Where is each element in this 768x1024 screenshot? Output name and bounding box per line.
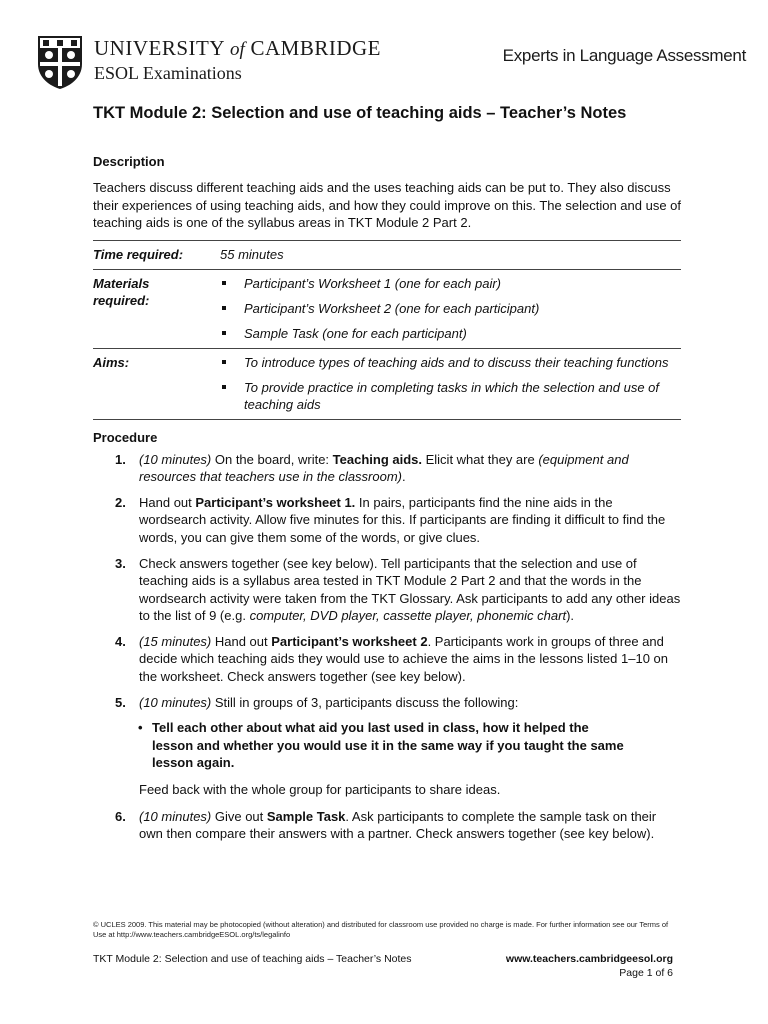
header-tagline: Experts in Language Assessment — [502, 46, 746, 65]
materials-item: Participant’s Worksheet 2 (one for each participant) — [220, 300, 681, 317]
page-title: TKT Module 2: Selection and use of teaching aids – Teacher’s Notes — [93, 104, 627, 122]
discussion-bullet: • Tell each other about what aid you last used in class, how it helped the lesson and whether you would use it in the same way if you taught the same lesson again. — [139, 719, 683, 771]
time-value: 55 minutes — [220, 246, 284, 262]
feedback-note: Feed back with the whole group for participants to share ideas. — [139, 782, 501, 798]
aims-row — [93, 348, 681, 419]
aims-item: To provide practice in completing tasks in which the selection and use of teaching aids — [220, 379, 681, 413]
materials-item: Sample Task (one for each participant) — [220, 325, 681, 342]
procedure-step-1: 1. (10 minutes) On the board, write: Teaching aids. Elicit what they are (equipment and resources that teachers use in the classroom). — [115, 451, 629, 484]
description-heading: Description — [93, 154, 165, 169]
procedure-step-6: 6. (10 minutes) Give out Sample Task. Ask participants to complete the sample task on their own then compare their answers with a partner. Check answers together (see key below). — [115, 808, 657, 841]
time-label: Time required: — [93, 246, 184, 262]
footer-document-title: TKT Module 2: Selection and use of teaching aids – Teacher’s Notes — [93, 953, 412, 965]
footer-website-link[interactable]: www.teachers.cambridgeesol.org — [505, 953, 673, 965]
cambridge-crest-icon — [36, 34, 84, 90]
university-name: UNIVERSITY of CAMBRIDGE — [94, 36, 382, 60]
time-row — [93, 240, 681, 269]
procedure-step-5: 5. (10 minutes) Still in groups of 3, participants discuss the following: • Tell each other about what aid you last used in class, how it helped the lesson and whether you would use it in the same way if you taught the same lesson again. Feed back with the whole group for participants to share ideas. — [93, 694, 683, 798]
info-table — [93, 240, 681, 420]
materials-label: Materials required: — [93, 275, 150, 308]
aims-label: Aims: — [93, 354, 130, 370]
copyright-notice: © UCLES 2009. This material may be photocopied (without alteration) and distributed for classroom use provided no charge is made. For further information see our Terms of Use at http://www.teachers.cambridgeESOL.org/ts/legalinfo — [93, 920, 669, 939]
materials-item: Participant’s Worksheet 1 (one for each pair) — [220, 275, 681, 292]
description-text: Teachers discuss different teaching aids and the uses teaching aids can be put to. They also discuss their experiences of using teaching aids, and how they could improve on this. The selection and use of teaching aids is one of the syllabus areas in TKT Module 2 Part 2. — [93, 180, 682, 230]
esol-examinations: ESOL Examinations — [94, 63, 242, 83]
procedure-step-4: 4. (15 minutes) Hand out Participant’s worksheet 2. Participants work in groups of three and decide which teaching aids they would use to achieve the aims in the lessons listed 1–10 on the worksheet. Check answers together (see key below). — [115, 634, 668, 684]
aims-list — [220, 354, 681, 413]
materials-list — [220, 275, 681, 342]
procedure-steps — [93, 451, 683, 843]
aims-item: To introduce types of teaching aids and to discuss their teaching functions — [220, 354, 681, 371]
page-number: Page 1 of 6 — [619, 967, 673, 979]
procedure-section — [93, 430, 683, 843]
procedure-heading: Procedure — [93, 429, 158, 445]
procedure-step-3: 3. Check answers together (see key below). Tell participants that the selection and use of teaching aids is a syllabus area tested in TKT Module 2 Part 2 and that the words in the wordsearch activity were taken from the TKT Glossary. Ask participants to add any other ideas to the list of 9 (e.g. computer, DVD player, cassette player, phonemic chart). — [115, 555, 681, 623]
procedure-step-2: 2. Hand out Participant’s worksheet 1. In pairs, participants find the nine aids in the wordsearch activity. Allow five minutes for this. If participants are finding it difficult to find the words, you can give them some of the words, or give clues. — [115, 495, 666, 545]
discussion-bullet-list — [139, 719, 683, 771]
page-header — [36, 30, 746, 96]
materials-row — [93, 269, 681, 348]
document-body — [93, 103, 683, 851]
